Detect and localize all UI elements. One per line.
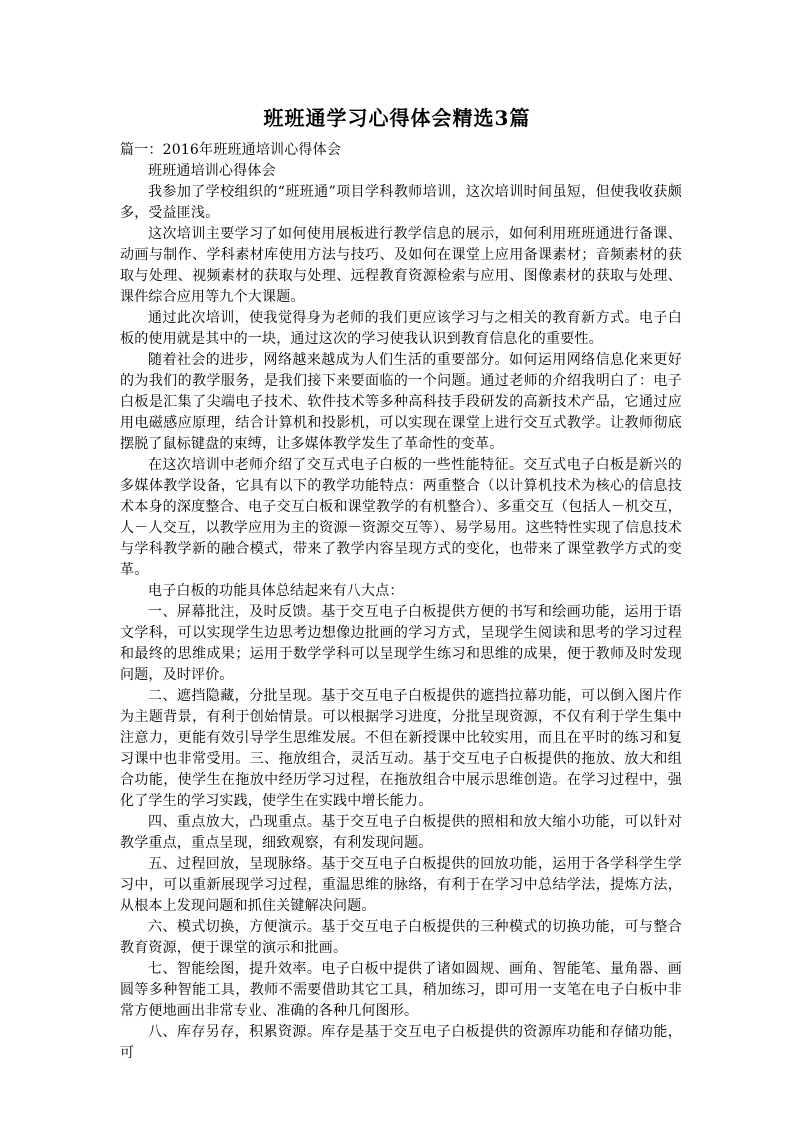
paragraph: 二、遮挡隐藏，分批呈现。基于交互电子白板提供的遮挡拉幕功能，可以倒入图片作为主题背景，有利于创始情景。可以根据学习进度，分批呈现资源，不仅有利于学生集中注意力，更能有效引导学生思维发展。不但在新授课中比较实用，而且在平时的练习和复习课中也非常受用。三、拖放组合，灵活互动。基于交互电子白板提供的拖放、放大和组合功能，使学生在拖放中经历学习过程，在拖放组合中展示思维创造。在学习过程中，强化了学生的学习实践，使学生在实践中增长能力。 [120,688,682,809]
paragraph: 通过此次培训，使我觉得身为老师的我们更应该学习与之相关的教育新方式。电子白板的使用就是其中的一块，通过这次的学习使我认识到教育信息化的重要性。 [120,310,682,347]
paragraph: 这次培训主要学习了如何使用展板进行教学信息的展示，如何利用班班通进行备课、动画与制作、学科素材库使用方法与技巧、及如何在课堂上应用备课素材；音频素材的获取与处理、视频素材的获取与处理、远程教育资源检索与应用、图像素材的获取与处理、课件综合应用等九个大课题。 [120,226,682,305]
paragraph: 一、屏幕批注，及时反馈。基于交互电子白板提供方便的书写和绘画功能，运用于语文学科，可以实现学生边思考边想像边批画的学习方式，呈现学生阅读和思考的学习过程和最终的思维成果；运用于数学学科可以呈现学生练习和思维的成果，便于教师及时发现问题，及时评价。 [120,604,682,683]
paragraph: 八、库存另存，积累资源。库存是基于交互电子白板提供的资源库功能和存储功能，可 [120,1024,682,1061]
document-title: 班班通学习心得体会精选3篇 [263,106,531,130]
subheading: 班班通培训心得体会 [148,163,276,179]
section-header: 篇一：2016年班班通培训心得体会 [120,142,342,158]
document-body [120,140,682,1064]
paragraph: 七、智能绘图，提升效率。电子白板中提供了诸如圆规、画角、智能笔、量角器、画圆等多种智能工具，教师不需要借助其它工具，稍加练习，即可用一支笔在电子白板中非常方便地画出非常专业、准确的各种几何图形。 [120,961,682,1019]
paragraph: 随着社会的进步，网络越来越成为人们生活的重要部分。如何运用网络信息化来更好的为我们的教学服务，是我们接下来要面临的一个问题。通过老师的介绍我明白了：电子白板是汇集了尖端电子技术、软件技术等多种高科技手段研发的高新技术产品，它通过应用电磁感应原理，结合计算机和投影机，可以实现在课堂上进行交互式教学。让教师彻底摆脱了鼠标键盘的束缚，让多媒体教学发生了革命性的变革。 [120,352,682,452]
paragraph: 六、模式切换，方便演示。基于交互电子白板提供的三种模式的切换功能，可与整合教育资源，便于课堂的演示和批画。 [120,919,682,956]
paragraph: 电子白板的功能具体总结起来有八大点： [148,583,404,599]
paragraph: 我参加了学校组织的“班班通”项目学科教师培训，这次培训时间虽短，但使我收获颇多，受益匪浅。 [120,184,682,221]
paragraph: 五、过程回放，呈现脉络。基于交互电子白板提供的回放功能，运用于各学科学生学习中，可以重新展现学习过程，重温思维的脉络，有利于在学习中总结学法，提炼方法，从根本上发现问题和抓住关键解决问题。 [120,856,682,914]
paragraph: 四、重点放大，凸现重点。基于交互电子白板提供的照相和放大缩小功能，可以针对教学重点，重点呈现，细致观察，有利发现问题。 [120,814,682,851]
paragraph: 在这次培训中老师介绍了交互式电子白板的一些性能特征。交互式电子白板是新兴的多媒体教学设备，它具有以下的教学功能特点：两重整合（以计算机技术为核心的信息技术本身的深度整合、电子交互白板和课堂教学的有机整合）、多重交互（包括人－机交互，人－人交互，以教学应用为主的资源－资源交互等）、易学易用。这些特性实现了信息技术与学科教学新的融合模式，带来了教学内容呈现方式的变化，也带来了课堂教学方式的变革。 [120,457,682,578]
